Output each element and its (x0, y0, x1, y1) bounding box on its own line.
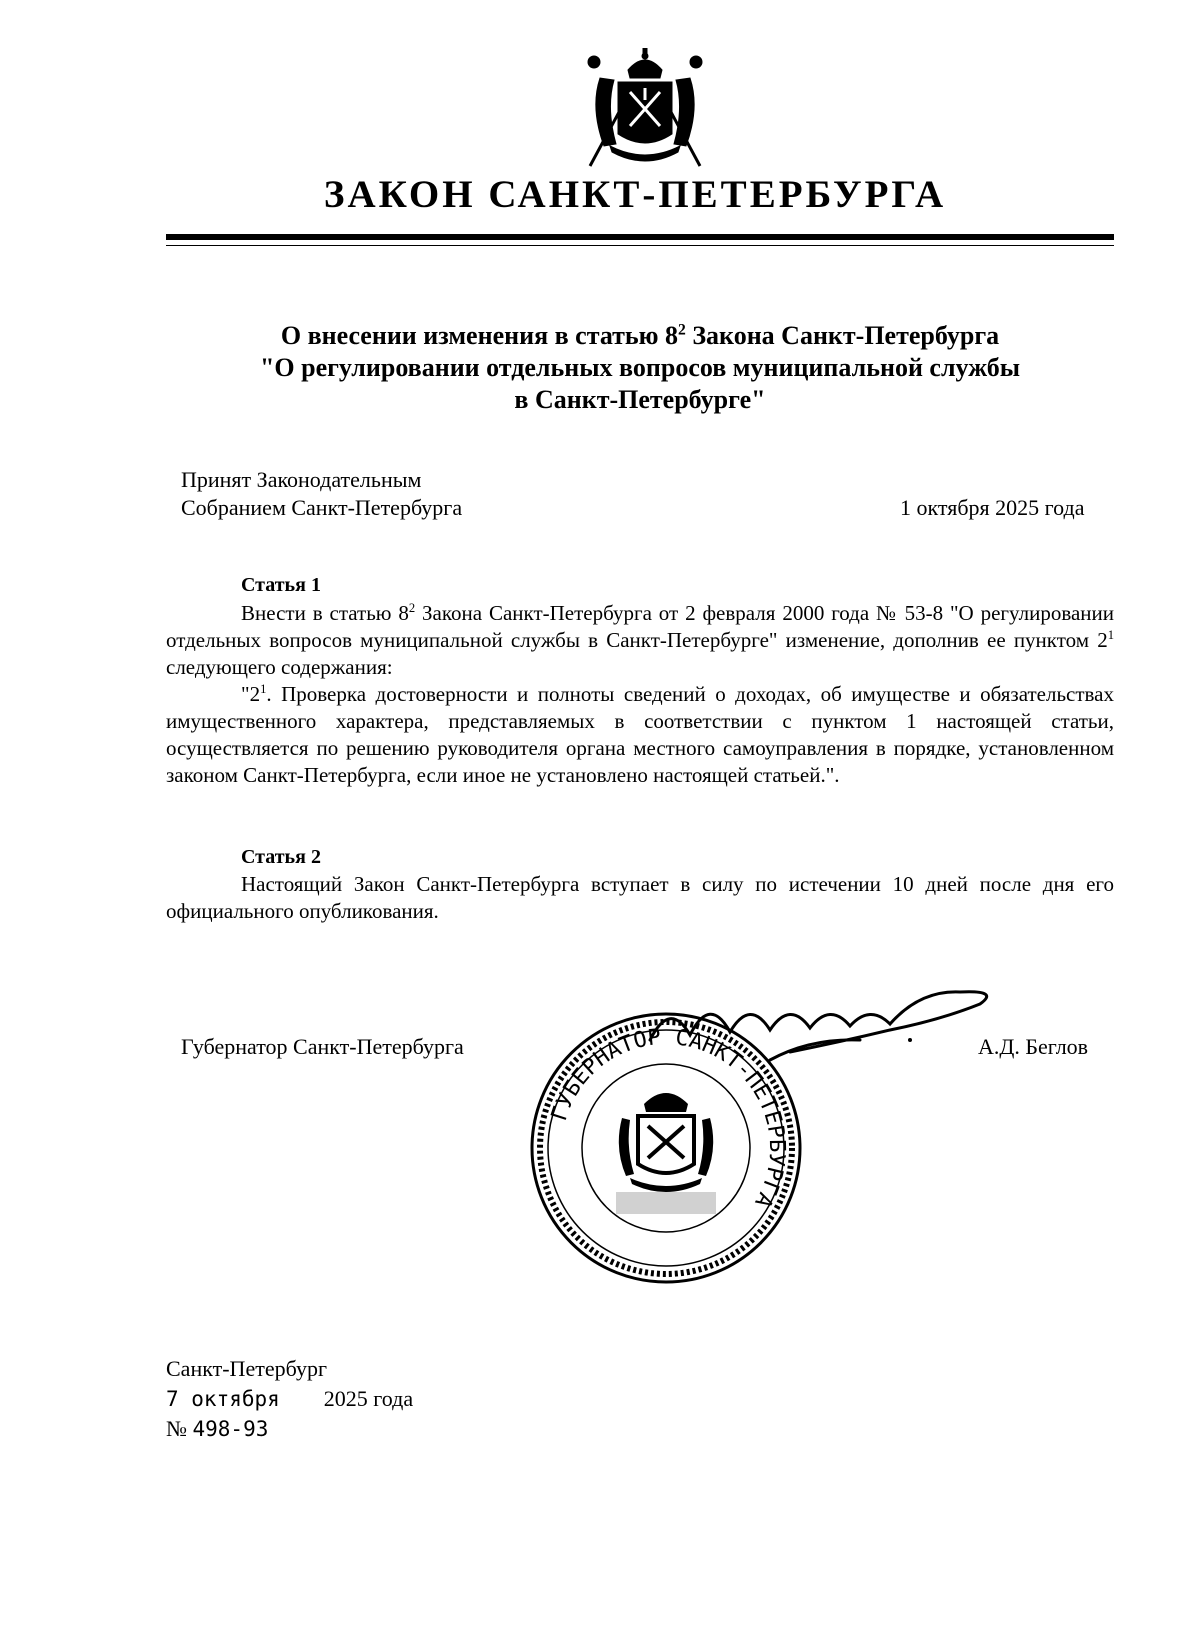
law-heading: ЗАКОН САНКТ-ПЕТЕРБУРГА (323, 173, 947, 216)
article-1-paragraph-1: Внести в статью $8^2$ Закона Санкт-Петербурга от 2 февраля 2000 года № 53-8 "О регулировании отдельных вопросов муниципальной службы в Санкт-Петербурге" изменение, дополнив ее пунктом $2^1$ следующего содержания: (166, 601, 1114, 679)
seal-text: ГУБЕРНАТОР САНКТ-ПЕТЕРБУРГА (546, 1024, 790, 1212)
footer-city: Санкт-Петербург (166, 1356, 327, 1381)
adoption-note (181, 466, 462, 522)
title-line-2: "О регулировании отдельных вопросов муниципальной службы (259, 353, 1021, 382)
title-line-1: О внесении изменения в статью $8^2$ Закона Санкт-Петербурга (280, 321, 1000, 350)
title-line-3: в Санкт-Петербурге" (514, 385, 766, 414)
footer-number-value: 498-93 (192, 1417, 269, 1441)
article-1-body (166, 600, 1114, 789)
header-rule-thick (166, 234, 1114, 240)
footer-date (166, 1384, 413, 1414)
article-2-body (166, 871, 1114, 925)
governor-title: Губернатор Санкт-Петербурга (181, 1034, 464, 1059)
footer-number (166, 1414, 413, 1444)
handwritten-signature-icon (640, 980, 1020, 1070)
footer-date-year: 2025 года (323, 1386, 414, 1411)
article-2-paragraph-1: Настоящий Закон Санкт-Петербурга вступает в силу по истечении 10 дней после дня его официального опубликования. (166, 872, 1114, 923)
coat-of-arms-icon (570, 48, 720, 178)
adoption-date: 1 октября 2025 года (900, 495, 1085, 520)
article-1-paragraph-2: "$2^1$. Проверка достоверности и полноты сведений о доходах, об имуществе и обязательствах имущественного характера, представляемых в соответствии с пунктом 1 настоящей статьи, осуществляется по решению руководителя органа местного самоуправления в порядке, установленном законом Санкт-Петербурга, если иное не установлено настоящей статьей.". (166, 682, 1114, 787)
adoption-line-2: Собранием Санкт-Петербурга (181, 495, 463, 520)
article-2-heading: Статья 2 (241, 846, 321, 868)
header-rule-thin (166, 245, 1114, 246)
footer-date-day: 7 октября (166, 1387, 280, 1411)
adoption-line-1: Принят Законодательным (181, 467, 422, 492)
article-1-heading: Статья 1 (241, 574, 321, 596)
footer-number-prefix: № (166, 1416, 187, 1441)
footer-block (166, 1354, 413, 1444)
document-title (166, 320, 1114, 416)
governor-name: А.Д. Беглов (978, 1034, 1089, 1059)
